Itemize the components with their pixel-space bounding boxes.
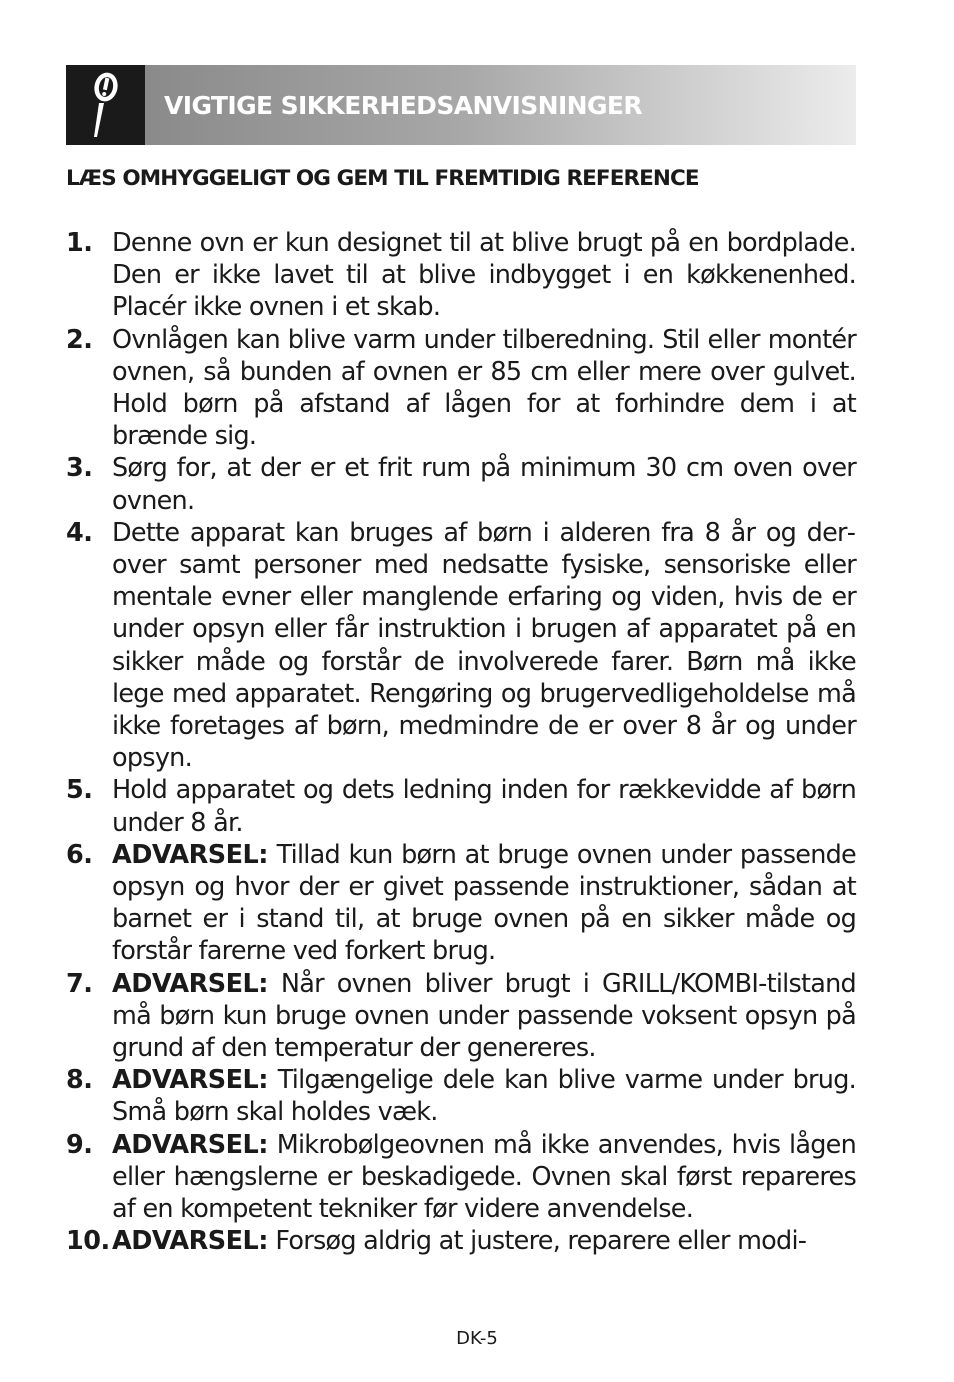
safety-list (66, 227, 856, 1258)
warning-label: ADVARSEL: (112, 839, 269, 870)
item-body-text: Når ovnen bliver brugt i GRILL/KOMBI-tilstand må børn kun bruge ovnen under passende voksent opsyn på grund af den temperatur der genereres. (112, 968, 856, 1064)
item-number: 7. (66, 968, 93, 999)
list-item (66, 452, 856, 516)
header-title-box (145, 65, 856, 145)
item-number: 2. (66, 324, 93, 355)
item-text (112, 452, 856, 516)
item-number: 5. (66, 775, 93, 806)
page-number: DK-5 (456, 1328, 498, 1349)
warning-label: ADVARSEL: (112, 1226, 269, 1257)
item-text (112, 968, 856, 1065)
warning-label: ADVARSEL: (112, 968, 269, 999)
list-item (66, 968, 856, 1065)
item-body-text: Tilgængelige dele kan blive varme under brug. Små børn skal holdes væk. (112, 1065, 856, 1128)
item-number: 1. (66, 228, 93, 258)
list-item (66, 1129, 856, 1226)
item-text (112, 517, 856, 775)
item-text (112, 774, 856, 838)
item-body-text: Ovnlågen kan blive varm under tilberedning. Stil eller montér ovnen, så bunden af ovnen er 85 cm eller mere over gulvet. Hold børn på afstand af lågen for at forhindre dem i at brænde sig. (112, 324, 856, 452)
item-number: 4. (66, 517, 93, 548)
list-item (66, 517, 856, 775)
list-item (66, 774, 856, 838)
list-item (66, 1064, 856, 1128)
section-header (66, 65, 856, 145)
item-body-text: Dette apparat kan bruges af børn i alderen fra 8 år og derover samt personer med nedsatte fysiske, sensoriske eller mentale evner eller manglende erfaring og viden, hvis de er under opsyn eller får instruktion i brugen af apparatet på en sikker måde og forstår de involverede farer. Børn må ikke lege med apparatet. Rengøring og brugervedligeholdelse må ikke foretages af børn, medmindre de er over 8 år og under opsyn. (112, 517, 856, 774)
item-number: 10. (66, 1226, 110, 1257)
warning-label: ADVARSEL: (112, 1065, 269, 1096)
item-body-text: Mikrobølgeovnen må ikke anvendes, hvis lågen eller hængslerne er beskadigede. Ovnen skal først repareres af en kompetent tekniker før videre anvendelse. (112, 1129, 856, 1225)
subtitle: LÆS OMHYGGELIGT OG GEM TIL FREMTIDIG REFERENCE (66, 166, 699, 191)
item-number: 6. (66, 839, 93, 870)
item-number: 3. (66, 453, 93, 484)
item-text (112, 324, 856, 453)
item-body-text: Denne ovn er kun designet til at blive brugt på en bordplade. Den er ikke lavet til at blive indbygget i en køkkenenhed. Placér ikke ovnen i et skab. (112, 228, 856, 323)
list-item (66, 227, 856, 324)
item-number: 8. (66, 1065, 93, 1096)
item-text (112, 1129, 856, 1226)
item-text (112, 1225, 856, 1257)
page-title: VIGTIGE SIKKERHEDSANVISNINGER (164, 90, 643, 120)
item-text (112, 839, 856, 968)
warning-pin-icon (66, 65, 145, 145)
list-item (66, 324, 856, 453)
item-number: 9. (66, 1129, 93, 1160)
item-body-text: Sørg for, at der er et frit rum på minimum 30 cm oven over ovnen. (112, 453, 856, 516)
item-body-text: Hold apparatet og dets ledning inden for rækkevidde af børn under 8 år. (112, 775, 856, 838)
item-text (112, 1064, 856, 1128)
item-body-text: Tillad kun børn at bruge ovnen under passende opsyn og hvor der er givet passende instruktioner, sådan at barnet er i stand til, at bruge ovnen på en sikker måde og forstår farerne ved forkert brug. (112, 839, 856, 967)
list-item (66, 839, 856, 968)
list-item (66, 1225, 856, 1257)
item-body-text: Forsøg aldrig at justere, reparere eller modi- (268, 1226, 807, 1257)
warning-label: ADVARSEL: (112, 1129, 269, 1160)
item-text (112, 227, 856, 324)
